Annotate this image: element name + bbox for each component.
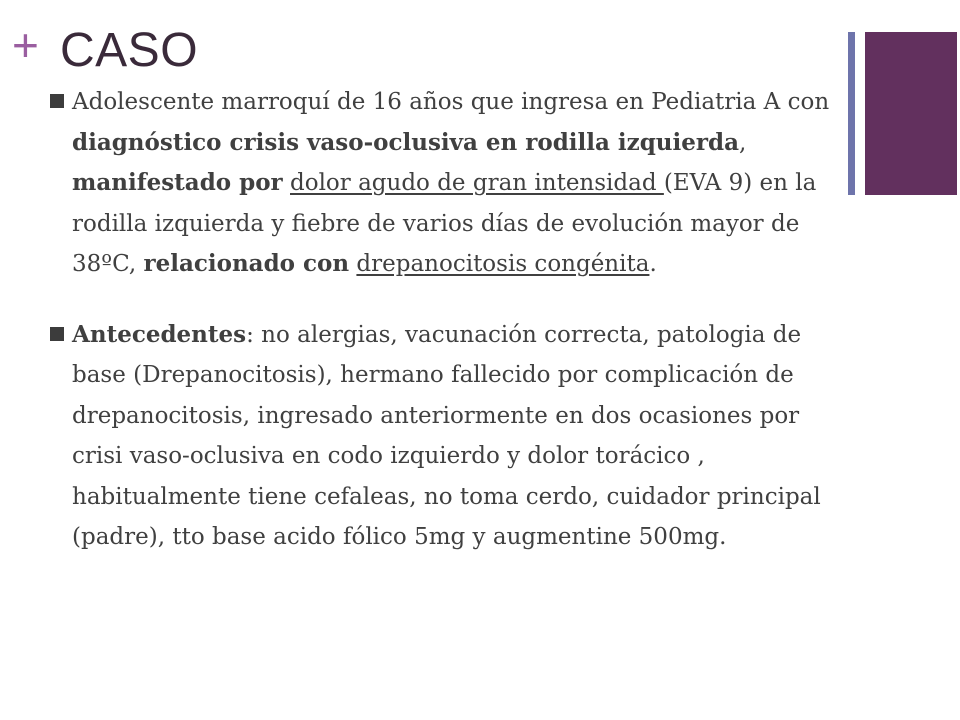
slide-title: CASO <box>60 24 199 77</box>
text-background-label: Antecedentes <box>72 320 247 348</box>
text-intro: Adolescente marroquí de 16 años que ingresa en Pediatria A con <box>72 89 830 115</box>
text-pain: dolor agudo de gran intensidad <box>290 170 664 196</box>
text-background-details: : no alergias, vacunación correcta, patologia de base (Drepanocitosis), hermano fallecido por complicación de drepanocitosis, ingresado anteriormente en dos ocasiones por crisi vaso-oclusiva en codo izquierdo y dolor torácico , habitualmente tiene cefaleas, no toma cerdo, cuidador principal (padre), tto base acido fólico 5mg y augmentine 500mg. <box>72 321 821 550</box>
text-diagnosis: diagnóstico crisis vaso-oclusiva en rodilla izquierda <box>72 128 739 156</box>
text-space <box>283 170 290 196</box>
text-period: . <box>649 251 657 277</box>
bullet-case-description <box>44 82 844 285</box>
text-sep: , <box>739 129 747 156</box>
square-bullet-icon <box>50 327 64 341</box>
text-cause: drepanocitosis congénita <box>356 251 650 277</box>
square-bullet-icon <box>50 94 64 108</box>
accent-bar-thin <box>848 32 855 195</box>
bullet-list <box>44 82 844 558</box>
bullet-background <box>44 315 844 558</box>
text-symptoms: (EVA 9) en la rodilla izquierda y fiebre de varios días de evolución mayor de 38ºC, <box>72 170 817 277</box>
text-related-to: relacionado con <box>143 250 350 277</box>
plus-icon: + <box>12 19 39 71</box>
text-manifested-by: manifestado por <box>72 169 283 196</box>
accent-bar-thick <box>865 32 957 195</box>
